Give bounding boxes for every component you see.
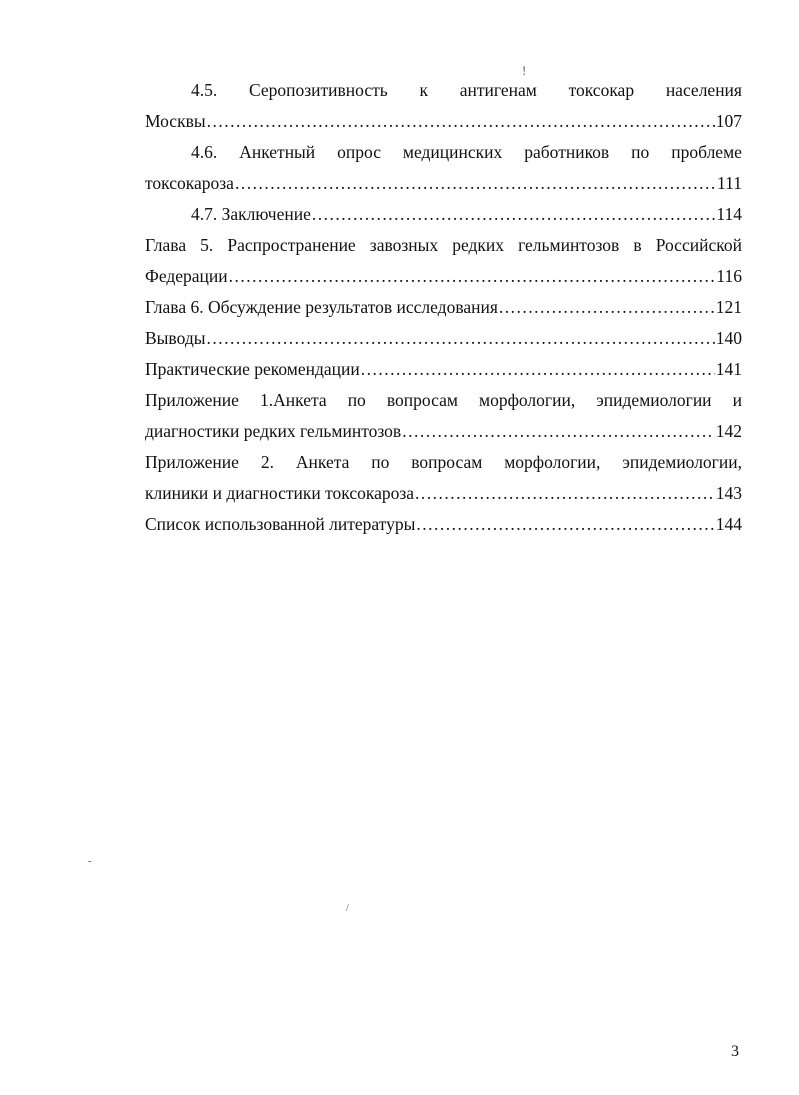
toc-entry-line: Приложение 1.Анкета по вопросам морфологии, эпидемиологии и [145, 390, 742, 410]
toc-page-number: 107 [715, 111, 742, 131]
toc-entry-leader: Практические рекомендации ..... 141 [145, 354, 742, 385]
dot-leader [415, 478, 715, 509]
dot-leader [499, 292, 715, 323]
toc-page-number: 140 [715, 328, 742, 348]
scan-mark: ! [522, 63, 527, 78]
toc-entry-leader: Список использованной литературы ..... 144 [145, 509, 742, 540]
toc-page-number: 116 [716, 266, 742, 286]
dot-leader [229, 261, 716, 292]
toc-page-number: 141 [715, 359, 742, 379]
dot-leader [416, 509, 714, 540]
toc-entry-line: 4.5. Серопозитивность к антигенам токсокар населения [191, 80, 742, 100]
toc-entry-leader: 4.7. Заключение ..... 114 [145, 199, 742, 230]
toc-entry-leader: Выводы ..... 140 [145, 323, 742, 354]
toc-entry-leader: клиники и диагностики токсокароза ..... 143 [145, 478, 742, 509]
toc-entry-leader: токсокароза ..... 111 [145, 168, 742, 199]
dot-leader [206, 323, 714, 354]
dot-leader [312, 199, 716, 230]
toc-page-number: 142 [715, 421, 742, 441]
toc-page-number: 144 [715, 514, 742, 534]
dot-leader [361, 354, 715, 385]
toc-entry-line: Глава 5. Распространение завозных редких гельминтозов в Российской [145, 235, 742, 255]
toc-entry-line: 4.6. Анкетный опрос медицинских работников по проблеме [191, 142, 742, 162]
toc-entry-line: Приложение 2. Анкета по вопросам морфологии, эпидемиологии, [145, 452, 742, 472]
toc-entry-leader: Москвы ..... 107 [145, 106, 742, 137]
scan-mark: / [346, 903, 349, 914]
toc-entry-leader: диагностики редких гельминтозов ..... 142 [145, 416, 742, 447]
toc-entry-leader: Федерации ..... 116 [145, 261, 742, 292]
toc-page-number: 111 [717, 173, 742, 193]
dot-leader [402, 416, 715, 447]
scan-mark: - [88, 856, 92, 867]
toc-page-number: 143 [715, 483, 742, 503]
toc-page-number: 121 [715, 297, 742, 317]
toc-page-number: 114 [716, 204, 742, 224]
toc-entry-leader: Глава 6. Обсуждение результатов исследования ..... 121 [145, 292, 742, 323]
table-of-contents [145, 75, 742, 540]
dot-leader [207, 106, 715, 137]
page-number: 3 [731, 1043, 739, 1060]
dot-leader [235, 168, 716, 199]
